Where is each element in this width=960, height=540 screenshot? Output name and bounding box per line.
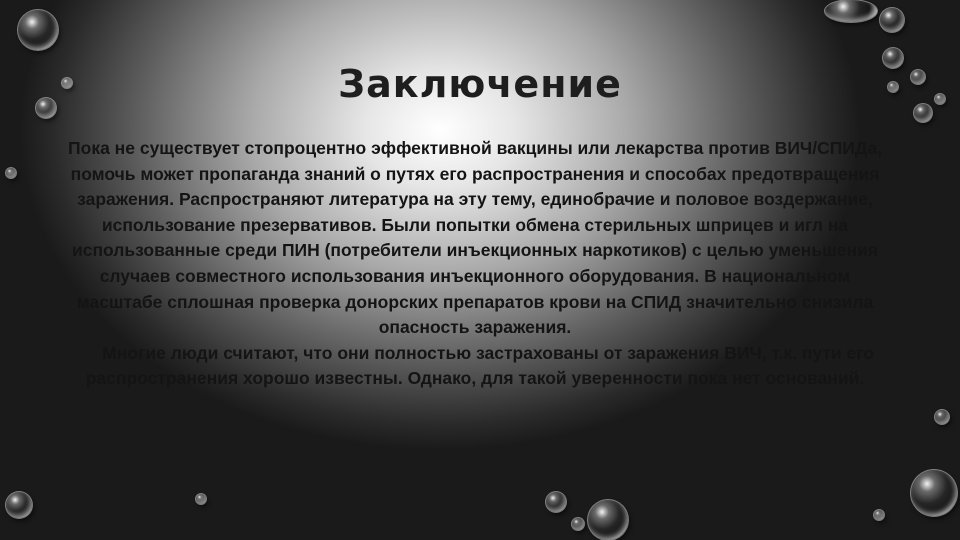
water-drop-decoration [935, 410, 949, 424]
water-drop-decoration [6, 492, 32, 518]
water-drop-decoration [825, 0, 877, 22]
water-drop-decoration [546, 492, 566, 512]
water-drop-decoration [911, 470, 957, 516]
body-paragraph: Пока не существует стопроцентно эффективной вакцины или лекарства против ВИЧ/СПИДа, помочь может пропаганда знаний о путях его распространения и способах предотвращения заражения. Распространяют литература на эту тему, единобрачие и половое воздержание, использование презервативов. Были попытки обмена стерильных шприцев и игл на использованные среди ПИН (потребители инъекционных наркотиков) с целью уменьшения случаев совместного использования инъекционного оборудования. В национальном масштабе сплошная проверка донорских препаратов крови на СПИД значительно снизила опасность заражения. [68, 138, 882, 338]
slide-body [60, 136, 890, 392]
water-drop-decoration [6, 168, 16, 178]
water-drop-decoration [588, 500, 628, 540]
water-drop-decoration [880, 8, 904, 32]
water-drop-decoration [874, 510, 884, 520]
body-paragraph: Многие люди считают, что они полностью застрахованы от заражения ВИЧ, т.к. пути его распространения хорошо известны. Однако, для такой уверенности пока нет оснований. [85, 342, 875, 389]
slide-title: Заключение [338, 62, 622, 106]
water-drop-decoration [18, 10, 58, 50]
water-drop-decoration [914, 104, 932, 122]
water-drop-decoration [196, 494, 206, 504]
water-drop-decoration [572, 518, 584, 530]
